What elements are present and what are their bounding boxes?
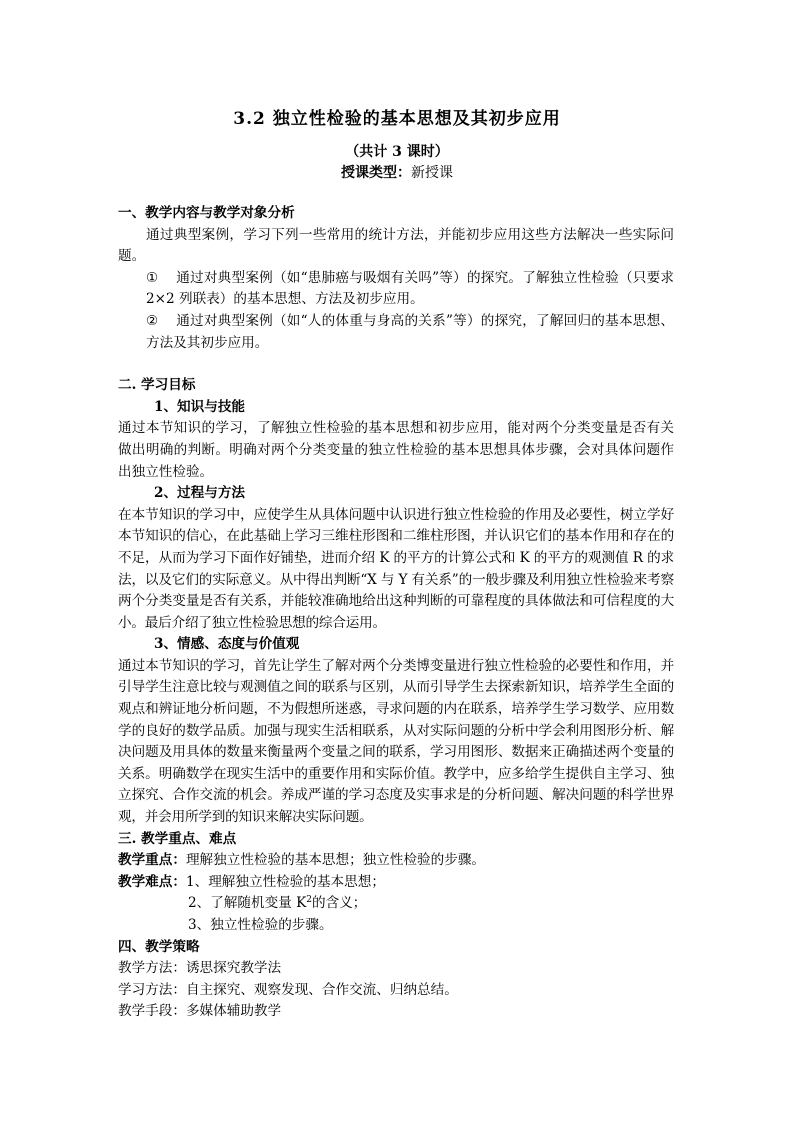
knowledge-skills-heading: 1、知识与技能: [154, 398, 246, 415]
process-method-text: 在本节知识的学习中，应使学生从具体问题中认识进行独立性检验的作用及必要性，树立学好本节知识的信心，在此基础上学习三维柱形图和二维柱形图，并认识它们的基本作用和存在的不足，从而为学习下面作好铺垫，进而介绍 K 的平方的计算公式和 K 的平方的观测值 R 的求法，以及它们的实际意义。从中得出判断“X 与 Y 有关系”的一般步骤及利用独立性检验来考察两个分类变量是否有关系，并能较准确地给出这种判断的可靠程度的具体做法和可信程度的大小。最后介绍了独立性检验思想的综合运用。: [118, 506, 674, 631]
lesson-type-label: 授课类型：: [341, 165, 411, 181]
difficulty-item3: 3、独立性检验的步骤。: [188, 917, 333, 933]
teaching-difficulty: [118, 872, 674, 894]
process-method-heading: 2、过程与方法: [154, 485, 246, 502]
spacer: [118, 354, 674, 375]
superscript-two: 2: [306, 895, 313, 906]
emotion-values-heading: 3、情感、态度与价值观: [154, 636, 300, 653]
knowledge-skills-text: 通过本节知识的学习，了解独立性检验的基本思想和初步应用，能对两个分类变量是否有关做出明确的判断。明确对两个分类变量的独立性检验的基本思想具体步骤，会对具体问题作出独立性检验。: [118, 420, 674, 480]
teaching-method: 教学方法：诱思探究教学法: [118, 960, 282, 977]
document-title: 3.2 独立性检验的基本思想及其初步应用: [233, 109, 561, 129]
section3-heading: 三. 教学重点、难点: [118, 830, 237, 847]
difficulty-item1: 1、理解独立性检验的基本思想；: [185, 873, 385, 890]
section4-heading: 四、教学策略: [118, 938, 200, 955]
key-point-label: 教学重点：: [118, 852, 186, 869]
class-hours: （共计 3 课时）: [345, 144, 449, 160]
teaching-means: 教学手段：多媒体辅助教学: [118, 1003, 282, 1020]
item1-number: ①: [146, 269, 159, 286]
document-body: [118, 203, 674, 1023]
lesson-type-value: 新授课: [411, 165, 453, 181]
lesson-type: [0, 162, 794, 182]
section1-intro: 通过典型案例，学习下列一些常用的统计方法，并能初步应用这些方法解决一些实际问题。: [118, 226, 674, 265]
difficulty-item2: [118, 893, 674, 915]
learning-method: 学习方法：自主探究、观察发现、合作交流、归纳总结。: [118, 981, 458, 998]
section2-heading: 二. 学习目标: [118, 377, 196, 394]
difficulty-label: 教学难点：: [118, 873, 186, 890]
section1-item2: [118, 311, 674, 354]
section1-item1: [118, 268, 674, 311]
difficulty-item2-post: 的含义；: [312, 895, 367, 912]
difficulty-item2-pre: 2、了解随机变量 K: [188, 895, 307, 912]
section1-heading: 一、教学内容与教学对象分析: [118, 205, 295, 221]
item2-number: ②: [146, 312, 159, 329]
item1-text: 通过对典型案例（如“患肺癌与吸烟有关吗”等）的探究。了解独立性检验（只要求 2×2 列联表）的基本思想、方法及初步应用。: [146, 269, 674, 308]
item2-text: 通过对典型案例（如“人的体重与身高的关系”等）的探究，了解回归的基本思想、方法及其初步应用。: [146, 312, 674, 351]
key-point-text: 理解独立性检验的基本思想；独立性检验的步骤。: [185, 852, 486, 869]
teaching-key-point: [118, 850, 674, 872]
emotion-values-text: 通过本节知识的学习，首先让学生了解对两个分类博变量进行独立性检验的必要性和作用，并引导学生注意比较与观测值之间的联系与区别，从而引导学生去探索新知识，培养学生全面的观点和辨证地分析问题，不为假想所迷惑，寻求问题的内在联系，培养学生学习数学、应用数学的良好的数学品质。加强与现实生活相联系，从对实际问题的分析中学会利用图形分析、解决问题及用具体的数量来衡量两个变量之间的联系，学习用图形、数据来正确描述两个变量的关系。明确数学在现实生活中的重要作用和实际价值。教学中，应多给学生提供自主学习、独立探究、合作交流的机会。养成严谨的学习态度及实事求是的分析问题、解决问题的科学世界观，并会用所学到的知识来解决实际问题。: [118, 657, 674, 826]
